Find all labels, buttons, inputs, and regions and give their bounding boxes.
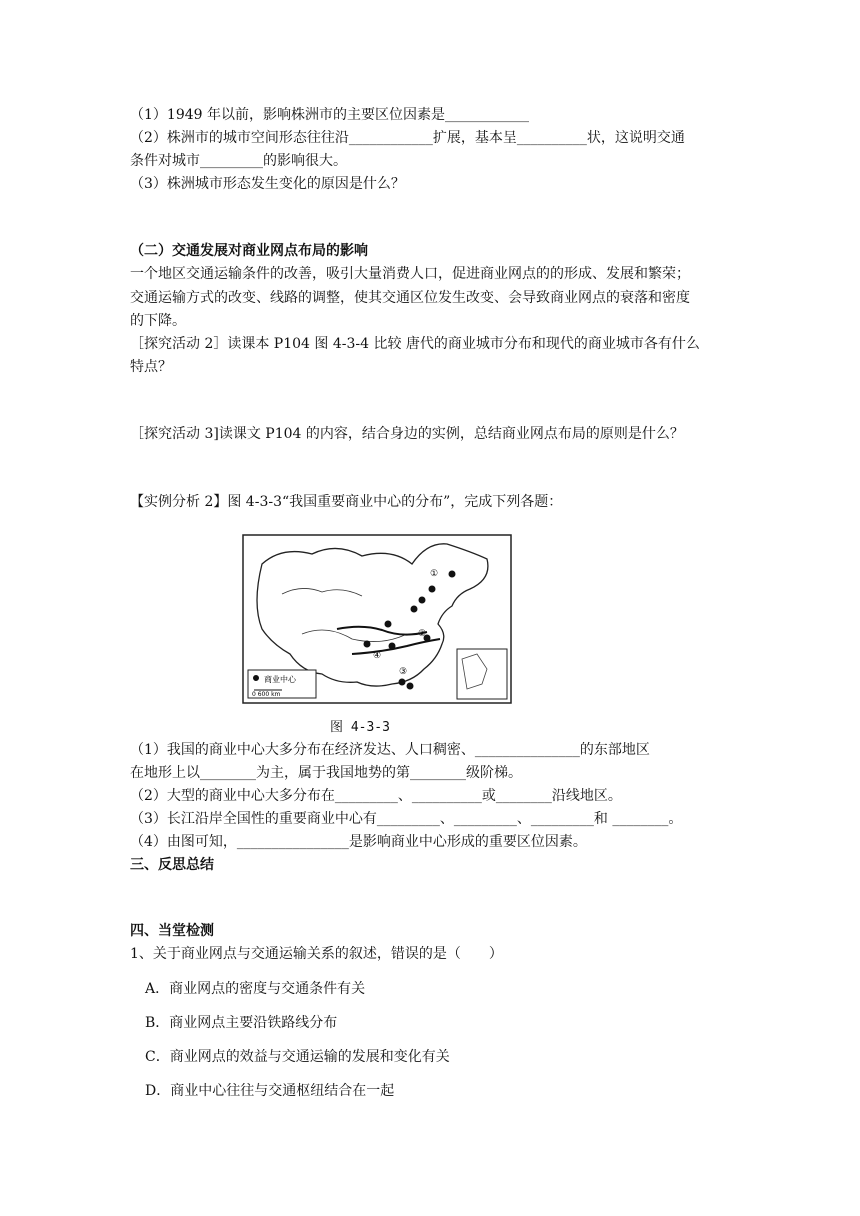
activity-2-line-1: ［探究活动 2］读课本 P104 图 4-3-4 比较 唐代的商业城市分布和现代的商业城市各有什么 <box>130 336 700 352</box>
section2-heading: （二）交通发展对商业网点布局的影响 <box>130 243 368 259</box>
section2-para-3: 的下降。 <box>130 313 186 329</box>
q1-line-4: （3）株洲城市形态发生变化的原因是什么？ <box>130 176 405 192</box>
option-b: B．商业网点主要沿铁路线分布 <box>145 1015 338 1031</box>
center-dot <box>389 643 396 650</box>
activity-3: ［探究活动 3]读课文 P104 的内容，结合身边的实例，总结商业网点布局的原则是什么？ <box>130 426 684 442</box>
marker-2: ② <box>418 629 427 639</box>
legend-label: 商业中心 <box>264 675 296 684</box>
q1-line-1: （1）1949 年以前，影响株洲市的主要区位因素是____________ <box>130 107 529 123</box>
center-dot <box>407 683 414 690</box>
marker-4: ④ <box>373 651 382 661</box>
activity-2-line-2: 特点？ <box>130 359 172 375</box>
china-commercial-center-map <box>242 534 512 704</box>
marker-1: ① <box>430 569 439 579</box>
section2-para-1: 一个地区交通运输条件的改善，吸引大量消费人口，促进商业网点的的形成、发展和繁荣； <box>130 266 690 282</box>
q2-line-5: （4）由图可知，________________是影响商业中心形成的重要区位因素。 <box>130 834 587 850</box>
legend-dot <box>253 675 259 681</box>
option-d: D．商业中心往往与交通枢纽结合在一起 <box>145 1083 395 1099</box>
center-dot <box>399 679 406 686</box>
option-a: A．商业网点的密度与交通条件有关 <box>145 981 366 997</box>
case-analysis-2: 【实例分析 2】图 4-3-3“我国重要商业中心的分布”，完成下列各题： <box>130 494 563 510</box>
section4-heading: 四、当堂检测 <box>130 923 214 939</box>
section3-heading: 三、反思总结 <box>130 857 214 873</box>
center-dot <box>385 621 392 628</box>
marker-3: ③ <box>399 667 408 677</box>
q1-line-2: （2）株洲市的城市空间形态往往沿____________扩展，基本呈__________状，这说明交通 <box>130 130 685 146</box>
q1-line-3: 条件对城市_________的影响很大。 <box>130 153 347 169</box>
q2-line-4: （3）长江沿岸全国性的重要商业中心有_________、_________、_________和 ________。 <box>130 811 683 827</box>
center-dot <box>411 606 418 613</box>
q2-line-1: （1）我国的商业中心大多分布在经济发达、人口稠密、_______________的东部地区 <box>130 742 650 758</box>
scale-label: 0 600 km <box>252 691 281 698</box>
center-dot <box>449 571 456 578</box>
option-c: C．商业网点的效益与交通运输的发展和变化有关 <box>145 1049 450 1065</box>
section2-para-2: 交通运输方式的改变、线路的调整，使其交通区位发生改变、会导致商业网点的衰落和密度 <box>130 290 690 306</box>
center-dot <box>419 597 426 604</box>
quiz-question-1: 1、关于商业网点与交通运输关系的叙述，错误的是（ ） <box>130 946 503 962</box>
q2-line-2: 在地形上以________为主，属于我国地势的第________级阶梯。 <box>130 765 522 781</box>
center-dot <box>429 586 436 593</box>
center-dot <box>364 641 371 648</box>
q2-line-3: （2）大型的商业中心大多分布在_________、__________或________沿线地区。 <box>130 788 622 804</box>
figure-caption: 图 4-3-3 <box>330 720 390 735</box>
